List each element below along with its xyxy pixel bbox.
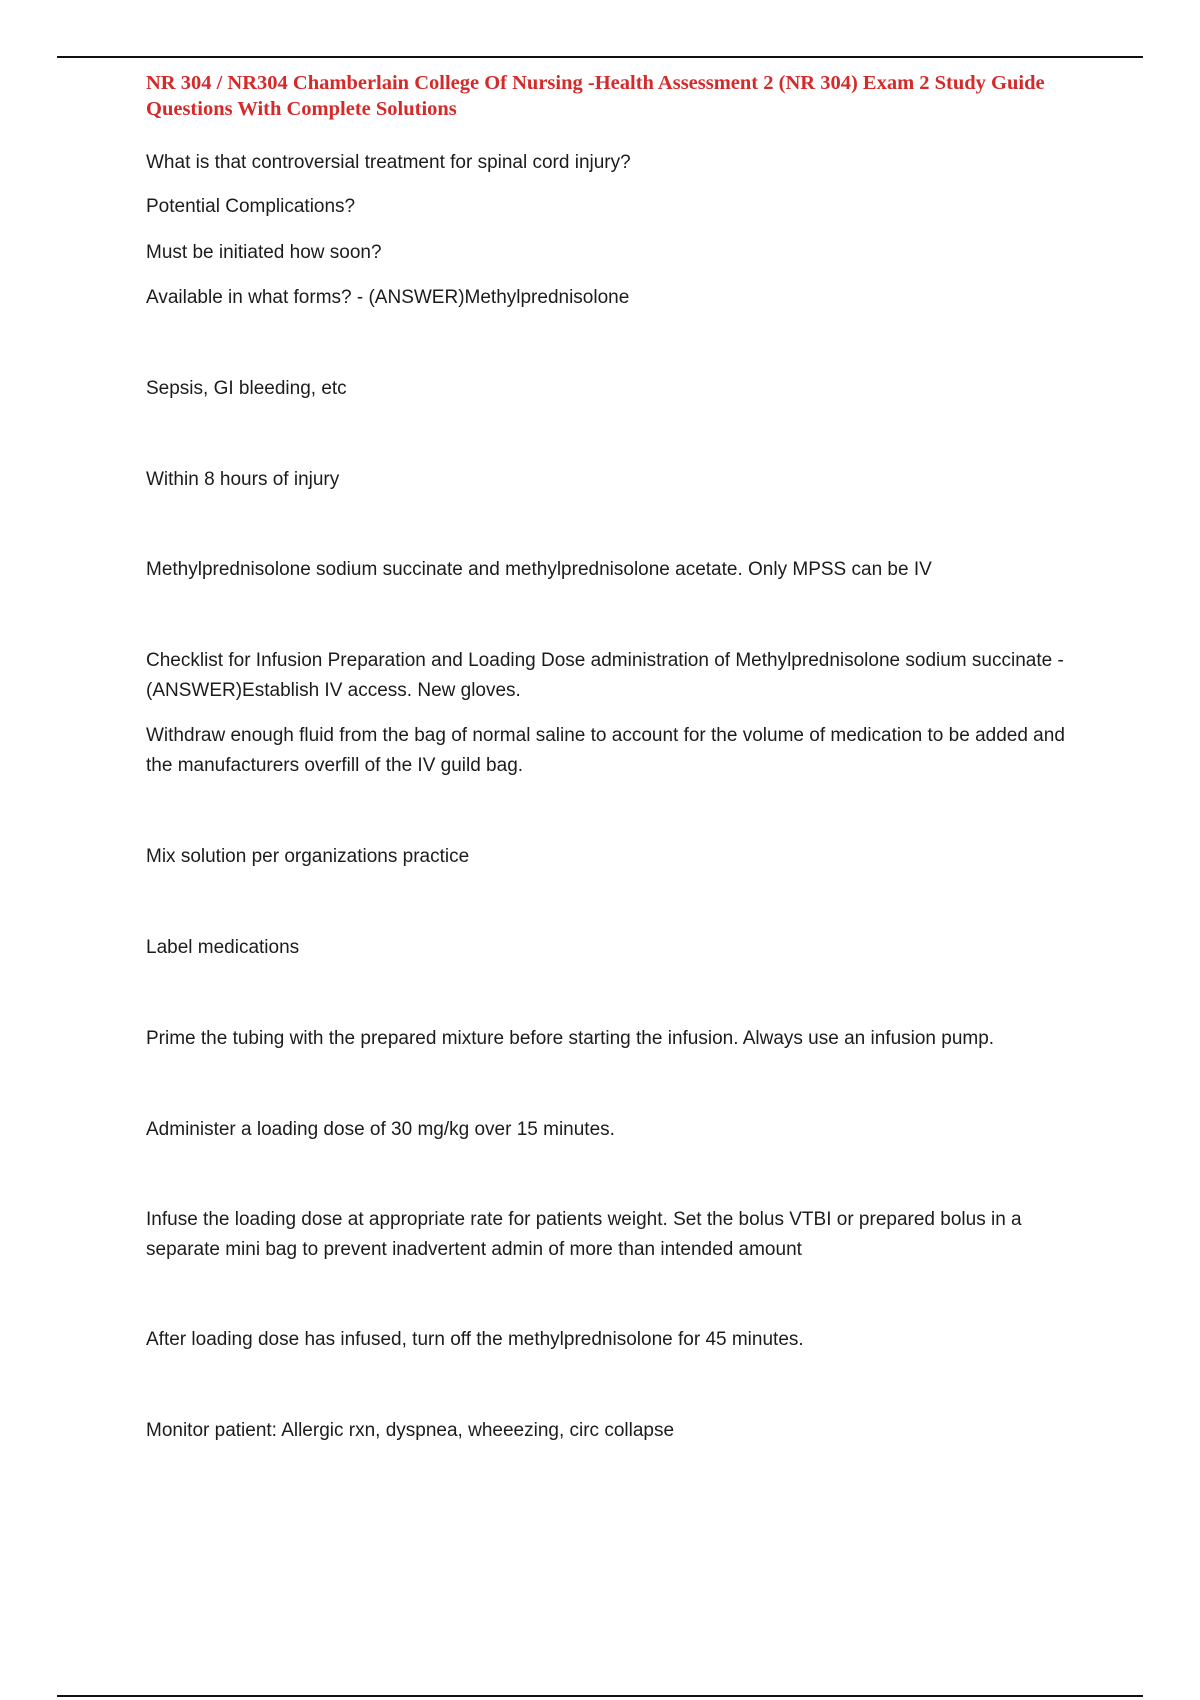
paragraph-infuse-loading-dose: Infuse the loading dose at appropriate rate for patients weight. Set the bolus VTBI or prepared bolus in a separate mini bag to prevent inadvertent admin of more than intended amount: [146, 1209, 1022, 1260]
paragraph-answer-complications: Sepsis, GI bleeding, etc: [146, 378, 347, 399]
paragraph-loading-dose: Administer a loading dose of 30 mg/kg over 15 minutes.: [146, 1119, 615, 1140]
paragraph-mix-solution: Mix solution per organizations practice: [146, 846, 470, 867]
document-title: NR 304 / NR304 Chamberlain College Of Nursing -Health Assessment 2 (NR 304) Exam 2 Study Guide Questions With Complete Solutions: [146, 72, 1045, 120]
paragraph-monitor-patient: Monitor patient: Allergic rxn, dyspnea, wheeezing, circ collapse: [146, 1420, 675, 1441]
paragraph-question-4-answer: Available in what forms? - (ANSWER)Methylprednisolone: [146, 287, 630, 308]
top-rule: [57, 56, 1143, 58]
paragraph-answer-forms: Methylprednisolone sodium succinate and methylprednisolone acetate. Only MPSS can be IV: [146, 559, 932, 580]
paragraph-withdraw-fluid: Withdraw enough fluid from the bag of normal saline to account for the volume of medication to be added and the manufacturers overfill of the IV guild bag.: [146, 725, 1065, 776]
paragraph-question-2: Potential Complications?: [146, 196, 356, 217]
paragraph-checklist: Checklist for Infusion Preparation and Loading Dose administration of Methylprednisolone sodium succinate - (ANSWER)Establish IV access. New gloves.: [146, 650, 1064, 701]
paragraph-answer-timing: Within 8 hours of injury: [146, 469, 340, 490]
paragraph-prime-tubing: Prime the tubing with the prepared mixture before starting the infusion. Always use an infusion pump.: [146, 1028, 995, 1049]
paragraph-label-medications: Label medications: [146, 937, 300, 958]
paragraph-after-loading-dose: After loading dose has infused, turn off the methylprednisolone for 45 minutes.: [146, 1329, 804, 1350]
bottom-rule: [57, 1695, 1143, 1697]
paragraph-question-1: What is that controversial treatment for spinal cord injury?: [146, 152, 631, 173]
paragraph-question-3: Must be initiated how soon?: [146, 242, 382, 263]
